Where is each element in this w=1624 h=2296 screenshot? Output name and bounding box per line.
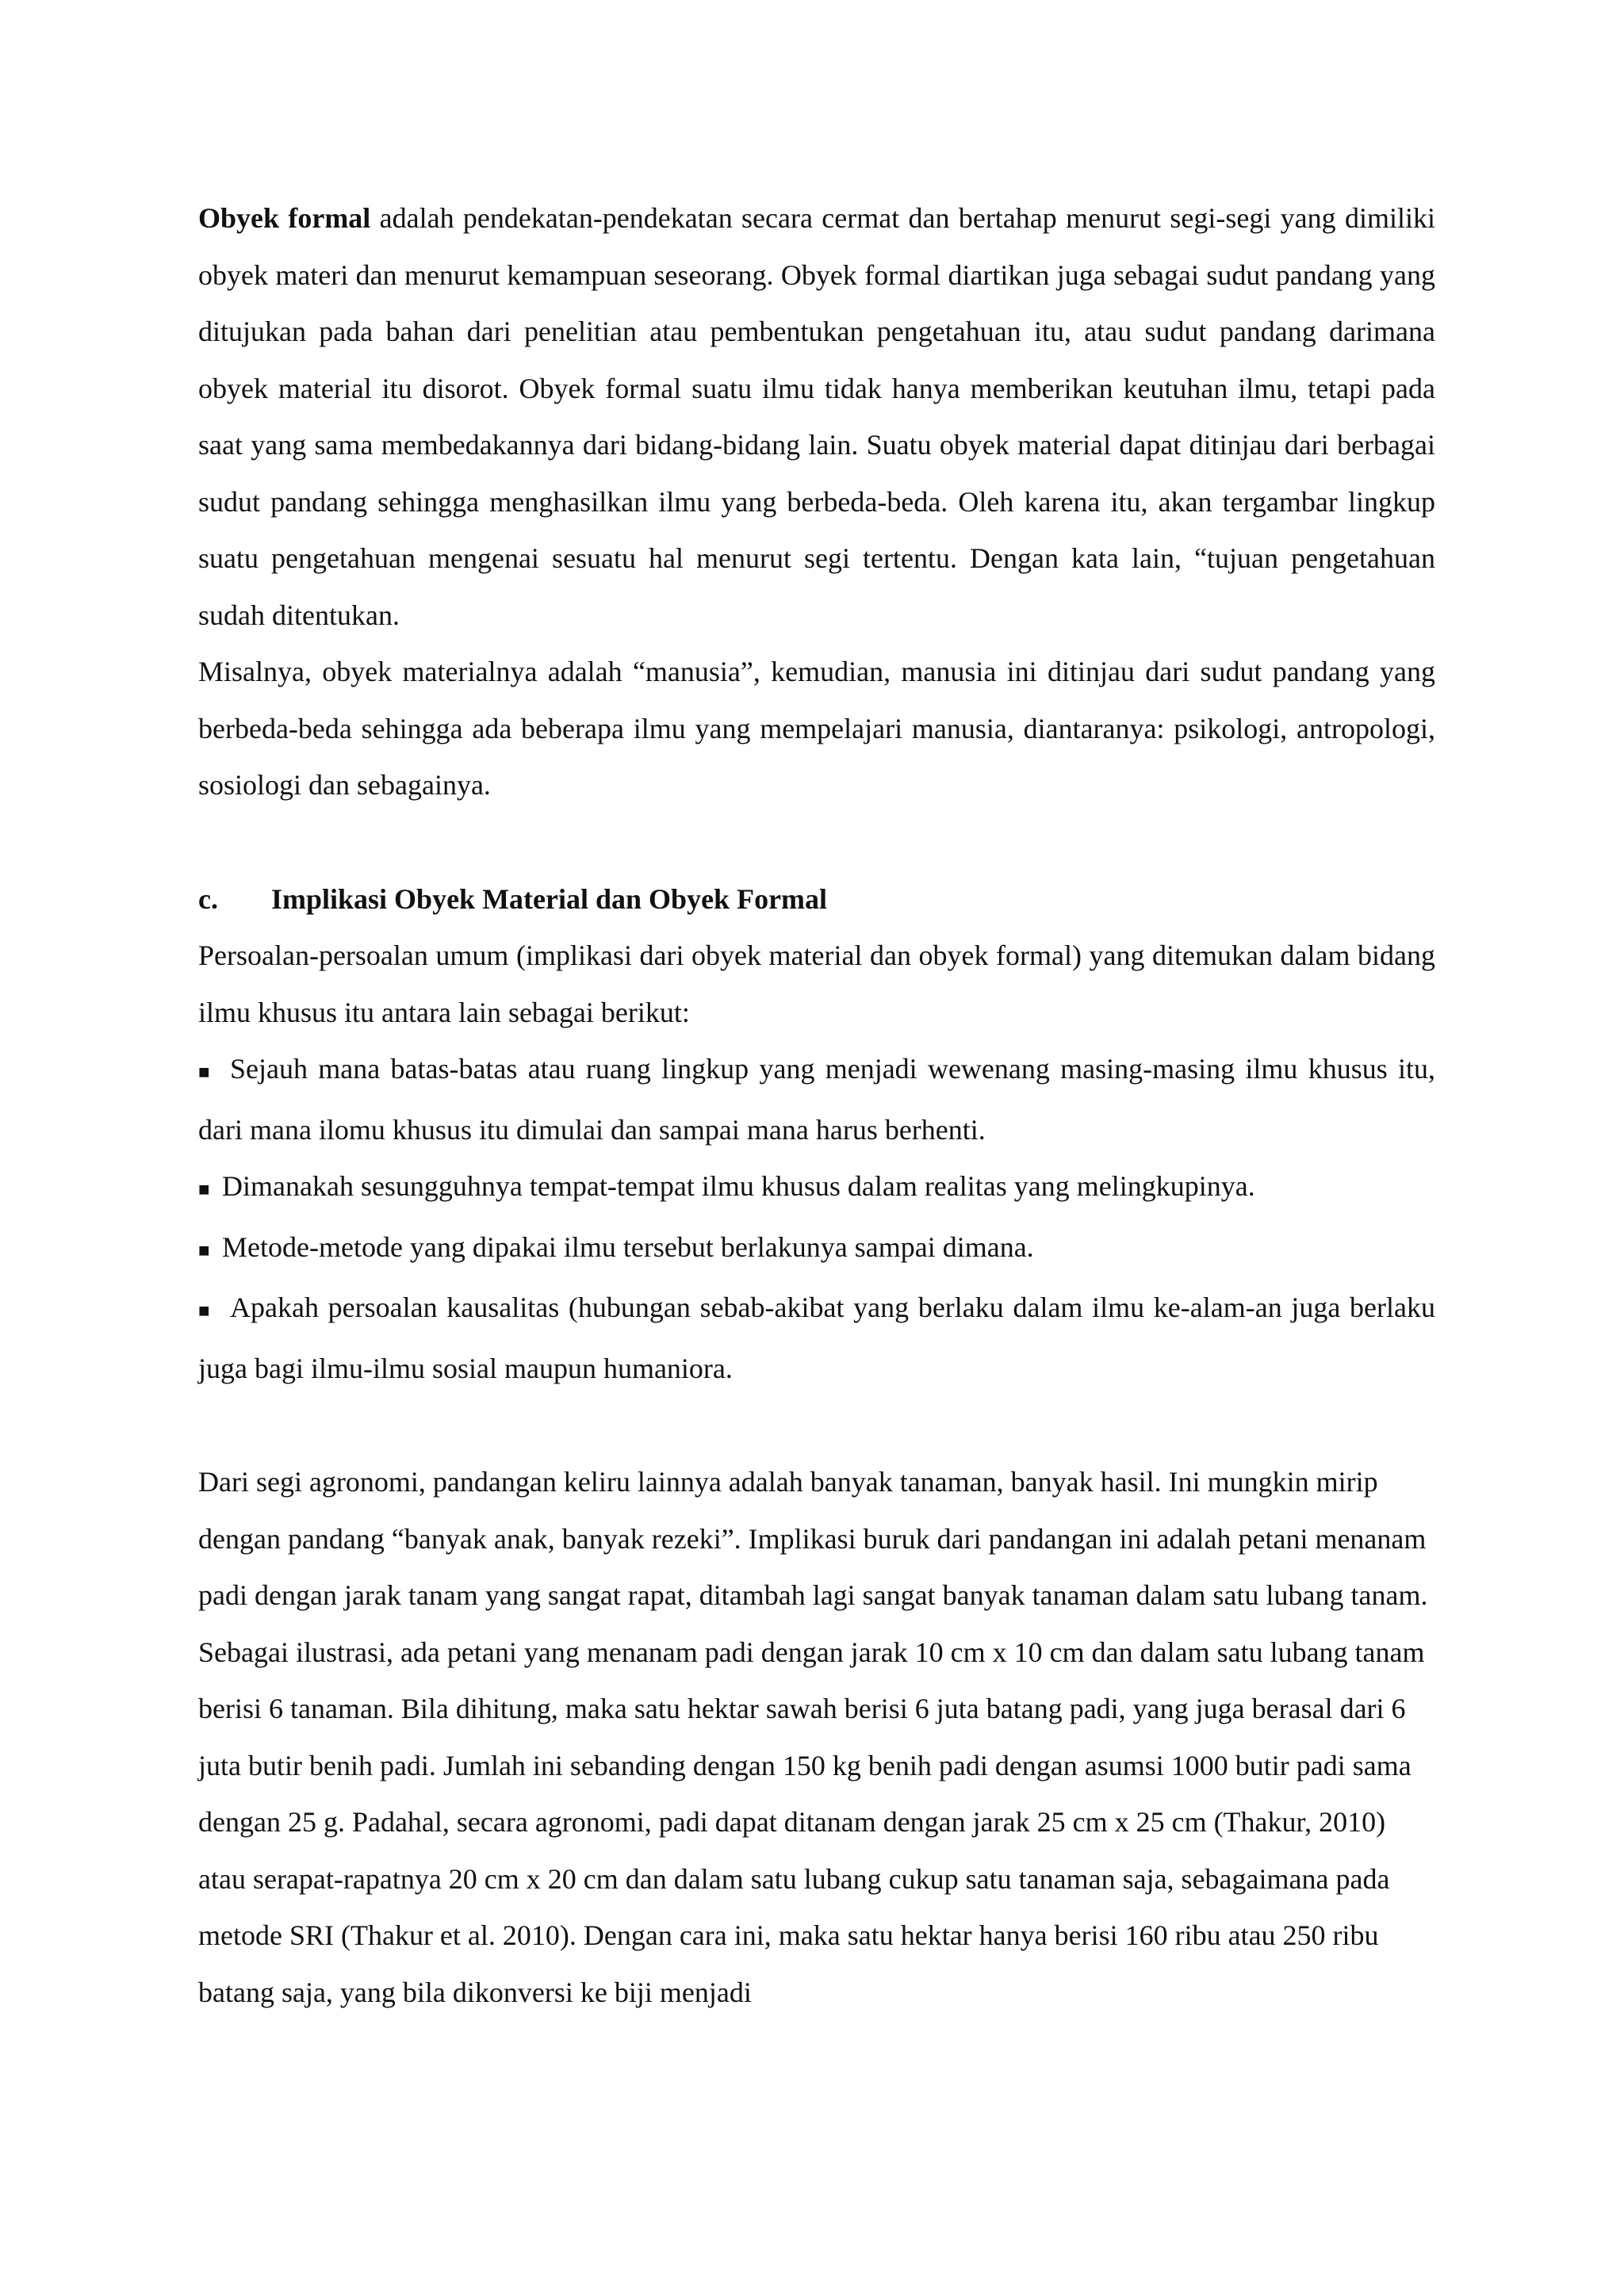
paragraph-agronomy: Dari segi agronomi, pandangan keliru lainnya adalah banyak tanaman, banyak hasil. Ini mungkin mirip dengan pandang “banyak anak, banyak rezeki”. Implikasi buruk dari pandangan ini adalah petani menanam padi dengan jarak tanam yang sangat rapat, ditambah lagi sangat banyak tanaman dalam satu lubang tanam. Sebagai ilustrasi, ada petani yang menanam padi dengan jarak 10 cm x 10 cm dan dalam satu lubang tanam berisi 6 tanaman. Bila dihitung, maka satu hektar sawah berisi 6 juta batang padi, yang juga berasal dari 6 juta butir benih padi. Jumlah ini sebanding dengan 150 kg benih padi dengan asumsi 1000 butir padi sama dengan 25 g. Padahal, secara agronomi, padi dapat ditanam dengan jarak 25 cm x 25 cm (Thakur, 2010) atau serapat-rapatnya 20 cm x 20 cm dan dalam satu lubang cukup satu tanaman saja, sebagaimana pada metode SRI (Thakur et al. 2010). Dengan cara ini, maka satu hektar hanya berisi 160 ribu atau 250 ribu batang saja, yang bila dikonversi ke biji menjadi: [198, 1466, 1428, 2008]
list-item-paragraph: [198, 1041, 1435, 1158]
list-item: [198, 1158, 1435, 1219]
section-number: c.: [198, 882, 218, 915]
paragraph-obyek-formal: [198, 190, 1435, 644]
list-item-text: Apakah persoalan kausalitas (hubungan sebab-akibat yang berlaku dalam ilmu ke-alam-an juga berlaku juga bagi ilmu-ilmu sosial maupun humaniora.: [198, 1292, 1435, 1384]
list-item-paragraph: [198, 1280, 1435, 1397]
list-item-text: Metode-metode yang dipakai ilmu tersebut berlakunya sampai dimana.: [222, 1230, 1034, 1263]
document-page: [198, 190, 1435, 2021]
list-item: [198, 1219, 1435, 1280]
list-item-text: Dimanakah sesungguhnya tempat-tempat ilmu khusus dalam realitas yang melingkupinya.: [222, 1170, 1255, 1202]
square-bullet-icon: ■: [198, 1062, 210, 1083]
section-heading-c: [198, 871, 1435, 928]
square-bullet-icon: ■: [198, 1301, 210, 1322]
list-item-paragraph: [198, 1158, 1435, 1219]
section-intro: Persoalan-persoalan umum (implikasi dari obyek material dan obyek formal) yang ditemukan dalam bidang ilmu khusus itu antara lain sebagai berikut:: [198, 939, 1435, 1028]
paragraph-example: Misalnya, obyek materialnya adalah “manusia”, kemudian, manusia ini ditinjau dari sudut pandang yang berbeda-beda sehingga ada beberapa ilmu yang mempelajari manusia, diantaranya: psikologi, antropologi, sosiologi dan sebagainya.: [198, 656, 1435, 801]
paragraph-obyek-formal-text: adalah pendekatan-pendekatan secara cermat dan bertahap menurut segi-segi yang dimiliki obyek materi dan menurut kemampuan seseorang. Obyek formal diartikan juga sebagai sudut pandang yang ditujukan pada bahan dari penelitian atau pembentukan pengetahuan itu, atau sudut pandang darimana obyek material itu disorot. Obyek formal suatu ilmu tidak hanya memberikan keutuhan ilmu, tetapi pada saat yang sama membedakannya dari bidang-bidang lain. Suatu obyek material dapat ditinjau dari berbagai sudut pandang sehingga menghasilkan ilmu yang berbeda-beda. Oleh karena itu, akan tergambar lingkup suatu pengetahuan mengenai sesuatu hal menurut segi tertentu. Dengan kata lain, “tujuan pengetahuan sudah ditentukan.: [198, 202, 1435, 631]
square-bullet-icon: ■: [198, 1180, 210, 1200]
square-bullet-icon: ■: [198, 1240, 210, 1261]
list-item: [198, 1280, 1435, 1397]
list-item: [198, 1041, 1435, 1158]
term-obyek-formal: Obyek formal: [198, 202, 371, 234]
section-title: Implikasi Obyek Material dan Obyek Formal: [271, 882, 828, 915]
list-item-paragraph: [198, 1219, 1435, 1280]
list-item-text: Sejauh mana batas-batas atau ruang lingkup yang menjadi wewenang masing-masing ilmu khusus itu, dari mana ilomu khusus itu dimulai dan sampai mana harus berhenti.: [198, 1053, 1435, 1146]
